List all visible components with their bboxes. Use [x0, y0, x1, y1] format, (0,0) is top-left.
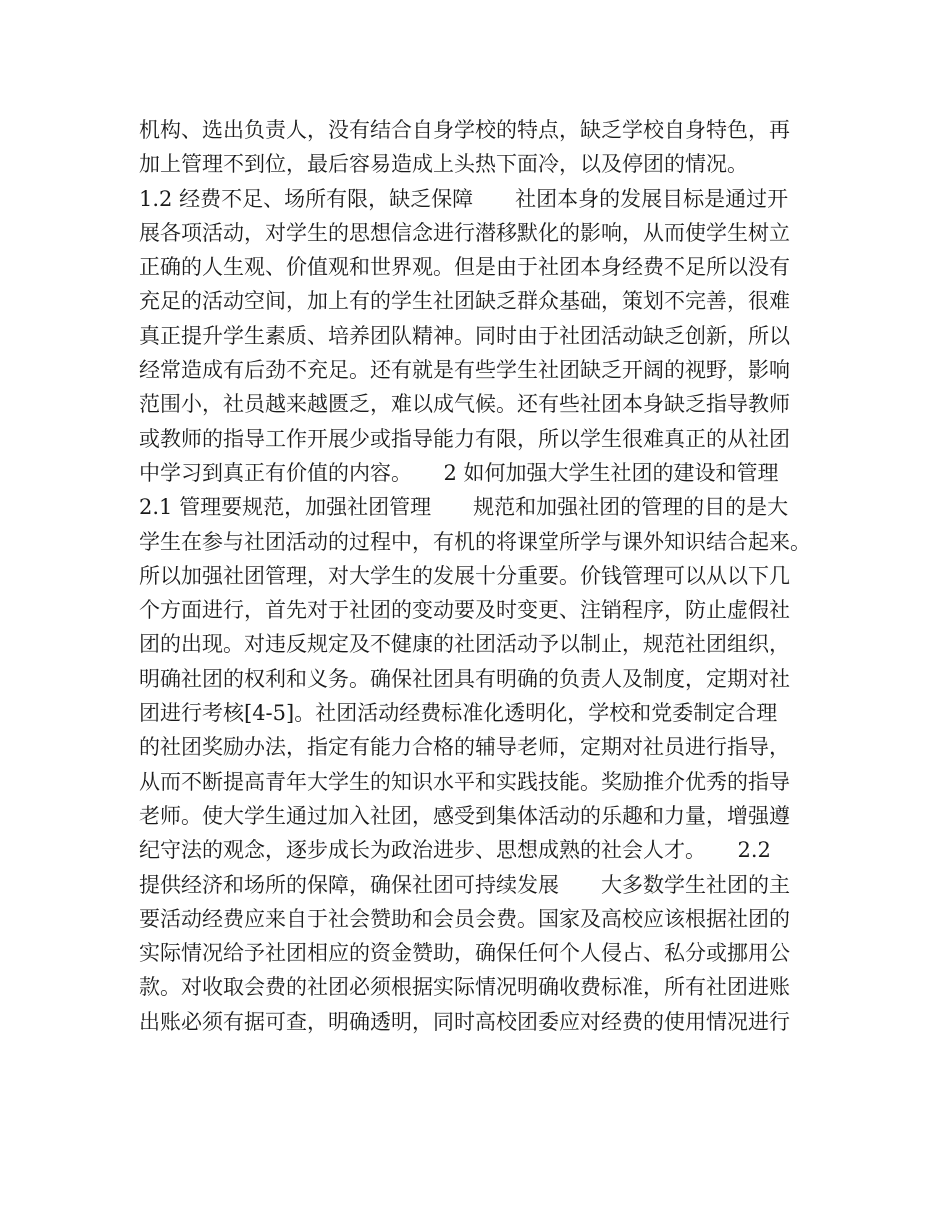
body-text	[139, 113, 829, 1039]
text-line: 团的出现。对违反规定及不健康的社团活动予以制止，规范社团组织，	[139, 632, 790, 657]
text-line: 明确社团的权利和义务。确保社团具有明确的负责人及制度，定期对社	[139, 666, 790, 691]
text-line: 要活动经费应来自于社会赞助和会员会费。国家及高校应该根据社团的	[139, 906, 790, 931]
text-line: 团进行考核[4-5]。社团活动经费标准化透明化，学校和党委制定合理	[139, 701, 778, 726]
text-line: 范围小，社员越来越匮乏，难以成气候。还有些社团本身缺乏指导教师	[139, 392, 790, 417]
text-line: 出账必须有据可查，明确透明，同时高校团委应对经费的使用情况进行	[139, 1009, 790, 1034]
text-line: 1.2 经费不足、场所有限，缺乏保障 社团本身的发展目标是通过开	[139, 186, 789, 211]
text-line: 的社团奖励办法，指定有能力合格的辅导老师，定期对社员进行指导，	[139, 735, 790, 760]
text-line: 或教师的指导工作开展少或指导能力有限，所以学生很难真正的从社团	[139, 426, 790, 451]
text-line: 充足的活动空间，加上有的学生社团缺乏群众基础，策划不完善，很难	[139, 289, 790, 314]
text-line: 实际情况给予社团相应的资金赞助，确保任何个人侵占、私分或挪用公	[139, 941, 790, 966]
text-line: 中学习到真正有价值的内容。 2 如何加强大学生社团的建设和管理	[139, 460, 779, 485]
text-line: 款。对收取会费的社团必须根据实际情况明确收费标准，所有社团进账	[139, 975, 790, 1000]
text-line: 老师。使大学生通过加入社团，感受到集体活动的乐趣和力量，增强遵	[139, 803, 790, 828]
text-line: 2.1 管理要规范，加强社团管理 规范和加强社团的管理的目的是大	[139, 495, 789, 520]
text-line: 机构、选出负责人，没有结合自身学校的特点，缺乏学校自身特色，再	[139, 118, 790, 142]
text-line: 真正提升学生素质、培养团队精神。同时由于社团活动缺乏创新，所以	[139, 323, 790, 348]
text-line: 加上管理不到位，最后容易造成上头热下面冷，以及停团的情况。	[139, 152, 748, 177]
text-line: 从而不断提高青年大学生的知识水平和实践技能。奖励推介优秀的指导	[139, 769, 790, 794]
text-line: 提供经济和场所的保障，确保社团可持续发展 大多数学生社团的主	[139, 872, 790, 897]
text-line: 纪守法的观念，逐步成长为政治进步、思想成熟的社会人才。 2.2	[139, 838, 771, 863]
text-line: 所以加强社团管理，对大学生的发展十分重要。价钱管理可以从以下几	[139, 563, 790, 588]
text-line: 个方面进行，首先对于社团的变动要及时变更、注销程序，防止虚假社	[139, 598, 790, 623]
text-line: 经常造成有后劲不充足。还有就是有些学生社团缺乏开阔的视野，影响	[139, 358, 790, 383]
text-line: 正确的人生观、价值观和世界观。但是由于社团本身经费不足所以没有	[139, 255, 790, 280]
text-line: 学生在参与社团活动的过程中，有机的将课堂所学与课外知识结合起来。	[139, 529, 811, 554]
text-line: 展各项活动，对学生的思想信念进行潜移默化的影响，从而使学生树立	[139, 220, 790, 245]
